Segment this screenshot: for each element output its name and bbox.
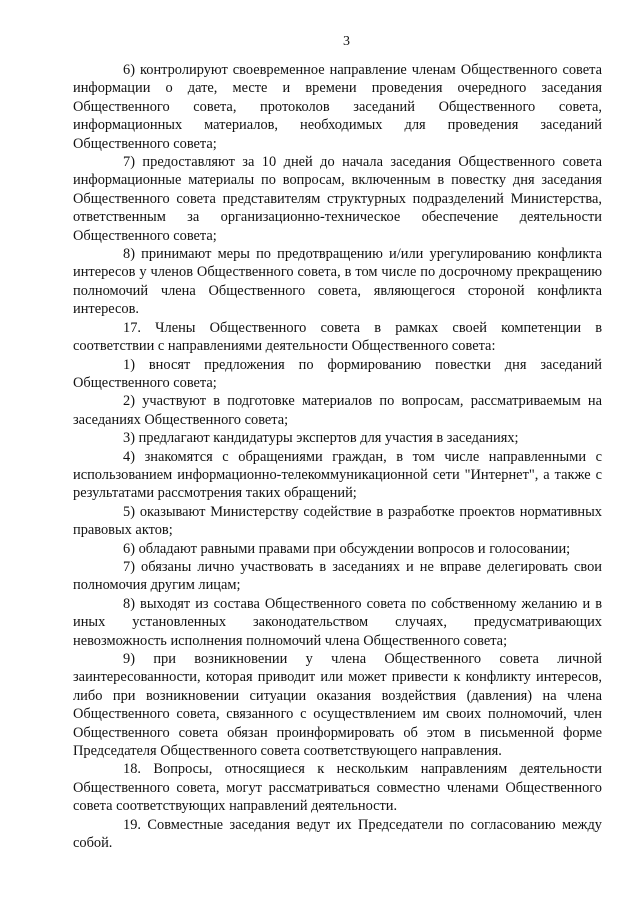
paragraph-17-item-7: 7) обязаны лично участвовать в заседаниях и не вправе делегировать свои полномочия другим лицам;	[73, 558, 602, 594]
page-number: 3	[343, 34, 350, 49]
paragraph-17-item-4: 4) знакомятся с обращениями граждан, в том числе направленными с использованием информационно-телекоммуникационной сети "Интернет", а также с результатами рассмотрения таких обращений;	[73, 448, 602, 502]
paragraph-17-item-9: 9) при возникновении у члена Общественного совета личной заинтересованности, которая приводит или может привести к конфликту интересов, либо при возникновении ситуации оказания воздействия (давления) на члена Общественного совета, связанного с осуществлением им своих полномочий, член Общественного совета обязан проинформировать об этом в письменной форме Председателя Общественного совета соответствующего направления.	[73, 651, 602, 760]
paragraph-17-item-6: 6) обладают равными правами при обсуждении вопросов и голосовании;	[123, 540, 571, 557]
paragraph-section-18: 18. Вопросы, относящиеся к нескольким направлениям деятельности Общественного совета, могут рассматриваться совместно членами Общественного совета соответствующих направлений деятельности.	[73, 761, 602, 815]
paragraph-section-17: 17. Члены Общественного совета в рамках своей компетенции в соответствии с направлениями деятельности Общественного совета:	[73, 319, 602, 355]
paragraph-17-item-5: 5) оказывают Министерству содействие в разработке проектов нормативных правовых актов;	[73, 503, 602, 539]
paragraph-17-item-3: 3) предлагают кандидатуры экспертов для участия в заседаниях;	[123, 430, 519, 447]
paragraph-17-item-1: 1) вносят предложения по формированию повестки дня заседаний Общественного совета;	[73, 356, 602, 391]
paragraph-item-8-conflict: 8) принимают меры по предотвращению и/или урегулированию конфликта интересов у членов Общественного совета, в том числе по досрочному прекращению полномочий члена Общественного совета, являющегося стороной конфликта интересов.	[73, 246, 602, 318]
paragraph-17-item-2: 2) участвуют в подготовке материалов по вопросам, рассматриваемым на заседаниях Общественного совета;	[73, 393, 602, 428]
paragraph-item-7-provide: 7) предоставляют за 10 дней до начала заседания Общественного совета информационные материалы по вопросам, включенным в повестку дня заседания Общественного совета представителям структурных подразделений Министерства, ответственным за организационно-техническое обеспечение деятельности Общественного совета;	[73, 154, 602, 244]
paragraph-item-6-monitor: 6) контролируют своевременное направление членам Общественного совета информации о дате, месте и времени проведения очередного заседания Общественного совета, протоколов заседаний Общественного совета, информационных материалов, необходимых для проведения заседаний Общественного совета;	[73, 62, 602, 152]
paragraph-17-item-8: 8) выходят из состава Общественного совета по собственному желанию и в иных установленных законодательством случаях, предусматривающих невозможность исполнения полномочий члена Общественного совета;	[73, 595, 602, 649]
paragraph-section-19: 19. Совместные заседания ведут их Председатели по согласованию между собой.	[73, 816, 602, 852]
